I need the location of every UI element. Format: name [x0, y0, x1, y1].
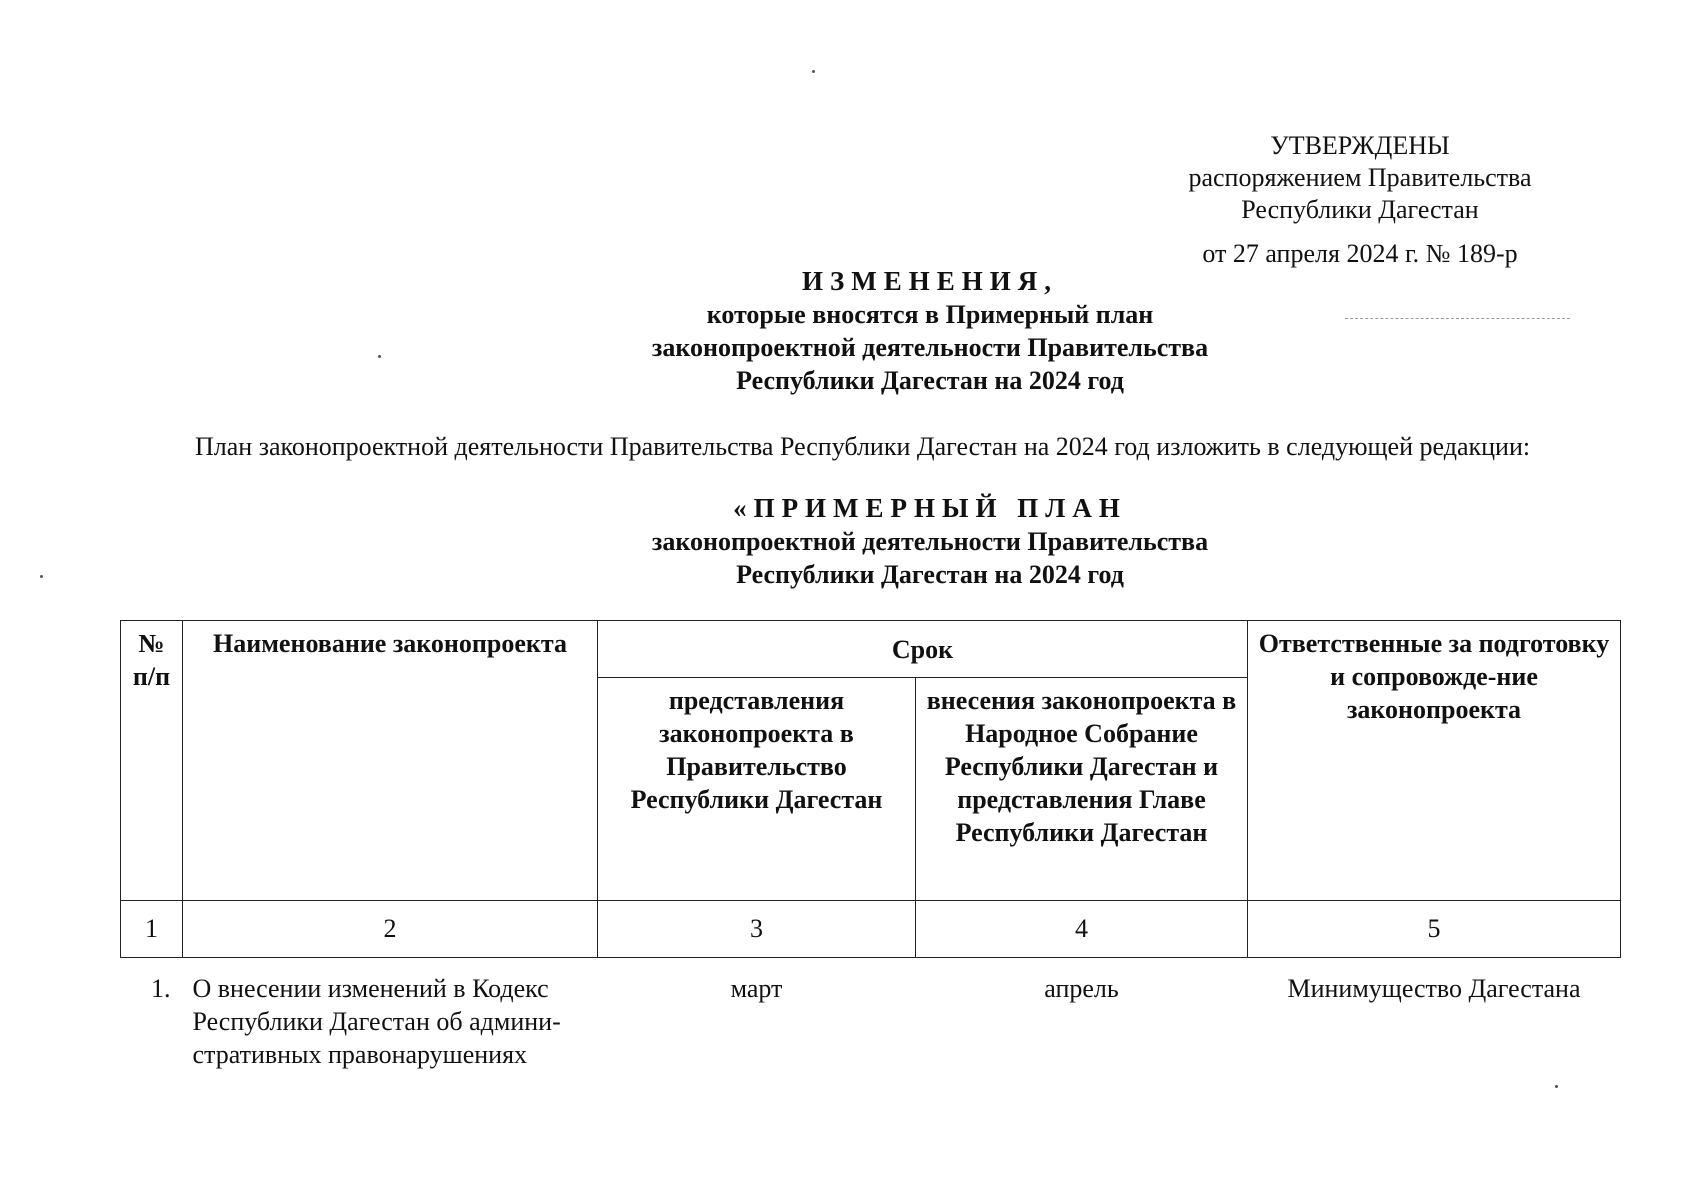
column-number: 1 — [121, 901, 183, 958]
intro-paragraph: План законопроектной деятельности Правительства Республики Дагестан на 2024 год изложить в следующей редакции: — [195, 432, 1531, 461]
changes-title-line-1: которые вносятся в Примерный план — [706, 300, 1154, 329]
table-row — [121, 958, 1621, 1078]
changes-title — [520, 265, 1340, 397]
approval-line-2: Республики Дагестан — [1241, 195, 1479, 224]
changes-heading: ИЗМЕНЕНИЯ, — [801, 266, 1058, 296]
plan-table — [120, 620, 1621, 1077]
column-numbers-row — [121, 901, 1621, 958]
header-srok-gov: представления законопроекта в Правительство Республики Дагестан — [598, 678, 916, 901]
scan-speck — [40, 575, 43, 578]
changes-title-line-2: законопроектной деятельности Правительства — [651, 333, 1209, 362]
scan-speck — [378, 355, 381, 358]
plan-heading: «ПРИМЕРНЫЙ ПЛАН — [733, 493, 1127, 523]
column-number: 5 — [1248, 901, 1621, 958]
scan-speck — [812, 70, 815, 73]
header-srok: Срок — [598, 621, 1248, 678]
header-srok-assembly: внесения законопроекта в Народное Собрание Республики Дагестан и представления Главе Республики Дагестан — [916, 678, 1248, 901]
column-number: 2 — [183, 901, 598, 958]
row-srok-gov: март — [730, 974, 783, 1003]
changes-title-line-3: Республики Дагестан на 2024 год — [736, 366, 1124, 395]
header-num: № п/п — [121, 621, 183, 901]
row-name: О внесении изменений в Кодекс Республики Дагестан об админи-стративных правонарушениях — [192, 974, 561, 1069]
plan-title-line-1: законопроектной деятельности Правительства — [651, 527, 1209, 556]
plan-title — [520, 492, 1340, 591]
row-srok-assembly: апрель — [1044, 974, 1119, 1003]
approval-title: УТВЕРЖДЕНЫ — [1270, 131, 1450, 160]
row-responsible: Минимущество Дагестана — [1287, 974, 1581, 1003]
approval-date: от 27 апреля 2024 г. № 189-р — [1202, 239, 1518, 268]
column-number: 4 — [916, 901, 1248, 958]
header-name: Наименование законопроекта — [183, 621, 598, 901]
header-responsible: Ответственные за подготовку и сопровожде-ние законопроекта — [1248, 621, 1621, 901]
scan-speck — [1555, 1085, 1558, 1088]
plan-title-line-2: Республики Дагестан на 2024 год — [736, 560, 1124, 589]
row-num: 1. — [151, 974, 171, 1003]
approval-line-1: распоряжением Правительства — [1188, 163, 1532, 192]
approval-stamp — [1150, 130, 1570, 270]
approval-divider — [1345, 318, 1570, 319]
column-number: 3 — [598, 901, 916, 958]
